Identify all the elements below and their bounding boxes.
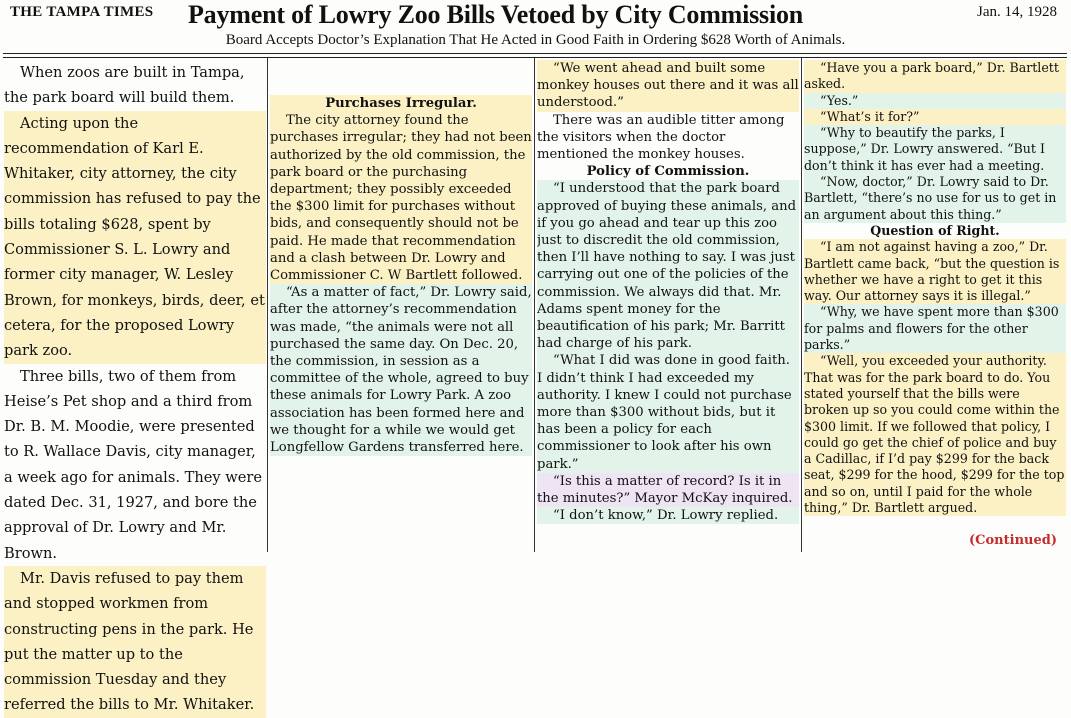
paragraph: “Why, we have spent more than $300 for palms and flowers for the other parks.” <box>804 304 1066 353</box>
header-rule-double <box>3 57 1067 58</box>
paragraph: Mr. Davis refused to pay them and stopped workmen from constructing pens in the park. He put the matter up to the commission Tuesday and they referred the bills to Mr. Whitaker. <box>4 566 266 718</box>
paragraph: “Have you a park board,” Dr. Bartlett asked. <box>804 60 1066 93</box>
subheading: Purchases Irregular. <box>270 95 532 112</box>
column-continuation-spacer <box>270 62 532 95</box>
paragraph: “Now, doctor,” Dr. Lowry said to Dr. Bartlett, “there’s no use for us to get in an argument about this thing.” <box>804 174 1066 223</box>
paragraph: The city attorney found the purchases irregular; they had not been authorized by the old commission, the park board or the purchasing department; they possibly exceeded the $300 limit for purchases without bids, and consequently should not be paid. He made that recommendation and a clash between Dr. Lowry and Commissioner C. W Bartlett followed. <box>270 113 532 284</box>
paragraph: “I understood that the park board approved of buying these animals, and if you go ahead and tear up this zoo just to discredit the old commission, then I’ll have nothing to say. I was just carrying out one of the policies of the commission. We always did that. Mr. Adams spent money for the beautification of his park; Mr. Barritt had charge of his park. <box>537 180 799 352</box>
paragraph: “I am not against having a zoo,” Dr. Bartlett came back, “but the question is whether we have a right to get it this way. Our attorney says it is illegal.” <box>804 239 1066 304</box>
paragraph: Acting upon the recommendation of Karl E. Whitaker, city attorney, the city commission has refused to pay the bills totaling $628, spent by Commissioner S. L. Lowry and former city manager, W. Lesley Brown, for monkeys, birds, deer, et cetera, for the proposed Lowry park zoo. <box>4 111 266 364</box>
paragraph: “Well, you exceeded your authority. That was for the park board to do. You stated yourself that the bills were broken up so you could come within the $300 limit. If we followed that policy, I could go get the chief of police and buy a Cadillac, if I’d pay $299 for the back seat, $299 for the hood, $299 for the top and so on, until I paid for the whole thing,” Dr. Bartlett argued. <box>804 353 1065 516</box>
newspaper-name: THE TAMPA TIMES <box>10 4 154 20</box>
paragraph: There was an audible titter among the visitors when the doctor mentioned the monkey houses. <box>537 112 785 163</box>
subheadline-deck: Board Accepts Doctor’s Explanation That He Acted in Good Faith in Ordering $628 Worth of Animals. <box>225 32 846 48</box>
paragraph: “I don’t know,” Dr. Lowry replied. <box>537 507 799 524</box>
paragraph: “Yes.” <box>804 93 1066 109</box>
header-rule <box>3 53 1067 54</box>
paragraph: When zoos are built in Tampa, the park board will build them. <box>4 64 245 107</box>
headline: Payment of Lowry Zoo Bills Vetoed by City Commission <box>188 0 804 29</box>
column-divider <box>267 58 268 552</box>
article-column-4 <box>804 60 1066 516</box>
subheading: Question of Right. <box>870 222 1000 238</box>
continued-label: (Continued) <box>969 533 1057 548</box>
paragraph: “What’s it for?” <box>804 109 1066 125</box>
paragraph: “Why to beautify the parks, I suppose,” Dr. Lowry answered. “But I don’t think it has ever had a meeting. <box>804 125 1066 174</box>
article-column-2 <box>270 62 532 456</box>
paragraph: “We went ahead and built some monkey houses out there and it was all understood.” <box>537 61 799 111</box>
subheading: Policy of Commission. <box>586 164 750 180</box>
paragraph: “What I did was done in good faith. I didn’t think I had exceeded my authority. I knew I could not purchase more than $300 without bids, but it has been a policy for each commissioner to look after his own park.” <box>537 352 799 472</box>
paragraph: “Is this a matter of record? Is it in the minutes?” Mayor McKay inquired. <box>537 473 799 507</box>
paragraph: “As a matter of fact,” Dr. Lowry said, after the attorney’s recommendation was made, “the animals were not all purchased the same day. On Dec. 20, the commission, in session as a committee of the whole, agreed to buy these animals for Lowry Park. A zoo association has been formed here and we thought for a while we would get Longfellow Gardens transferred here. <box>270 285 532 456</box>
column-divider <box>801 58 802 552</box>
publication-date: Jan. 14, 1928 <box>977 4 1057 20</box>
column-divider <box>534 58 535 552</box>
article-column-1 <box>4 60 266 718</box>
paragraph: Three bills, two of them from Heise’s Pet shop and a third from Dr. B. M. Moodie, were presented to R. Wallace Davis, city manager, a week ago for animals. They were dated Dec. 31, 1927, and bore the approval of Dr. Lowry and Mr. Brown. <box>4 367 262 562</box>
article-column-3 <box>537 60 799 524</box>
